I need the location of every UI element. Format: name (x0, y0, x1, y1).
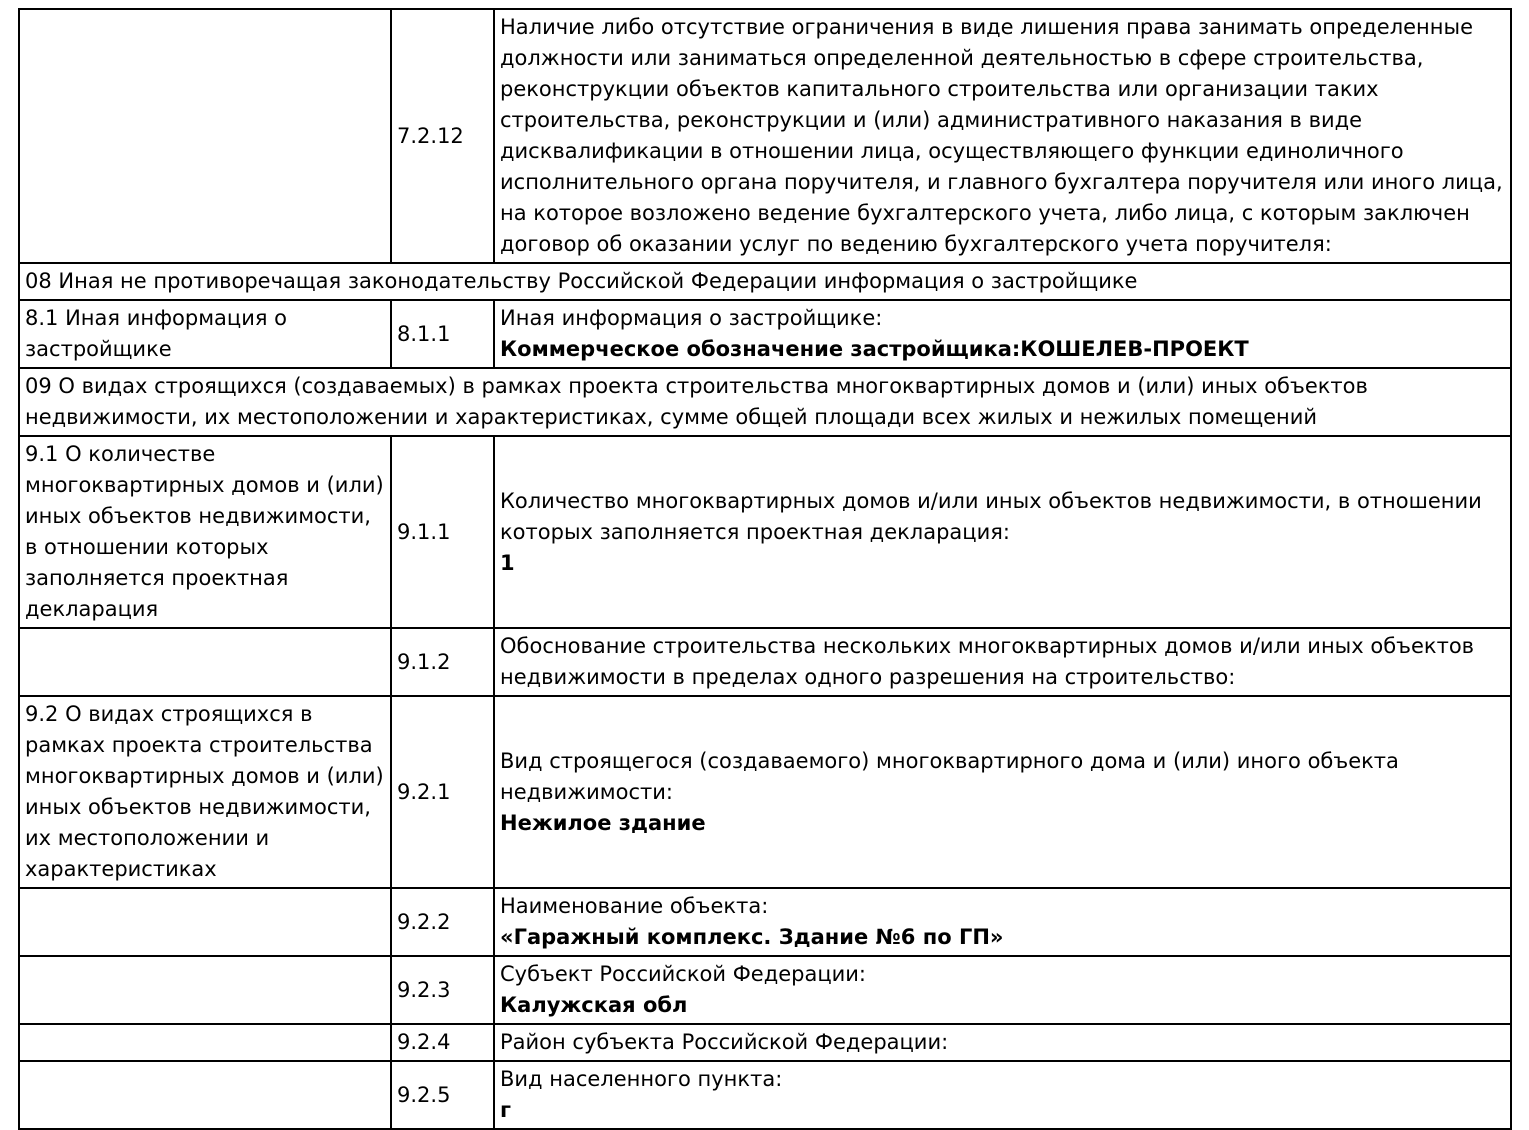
section-header-row (19, 368, 1511, 436)
project-declaration-table (18, 8, 1512, 1130)
section-cell (19, 1024, 391, 1061)
item-number: 9.2.1 (391, 696, 494, 888)
item-content-cell (494, 956, 1511, 1024)
item-label: Количество многоквартирных домов и/или иных объектов недвижимости, в отношении которых заполняется проектная декларация: (500, 488, 1482, 544)
table-row (19, 956, 1511, 1024)
item-value: 1 (500, 550, 515, 575)
section-cell (19, 956, 391, 1024)
item-label: Район субъекта Российской Федерации: (500, 1030, 949, 1054)
item-content-cell (494, 1061, 1511, 1129)
table-row (19, 436, 1511, 628)
table-row (19, 300, 1511, 368)
section-cell: 9.1 О количестве многоквартирных домов и (или) иных объектов недвижимости, в отношении которых заполняется проектная декларация (19, 436, 391, 628)
item-value: Калужская обл (500, 993, 688, 1017)
section-header: 09 О видах строящихся (создаваемых) в рамках проекта строительства многоквартирных домов и (или) иных объектов недвижимости, их местоположении и характеристиках, сумме общей площади всех жилых и нежилых помещений (19, 368, 1511, 436)
item-label: Вид строящегося (создаваемого) многоквартирного дома и (или) иного объекта недвижимости: (500, 748, 1399, 804)
table-row (19, 696, 1511, 888)
item-value: Коммерческое обозначение застройщика:КОШЕЛЕВ-ПРОЕКТ (500, 337, 1249, 361)
item-number: 9.2.4 (391, 1024, 494, 1061)
item-content-cell (494, 436, 1511, 628)
item-value: г (500, 1098, 511, 1122)
item-content-cell (494, 9, 1511, 263)
section-cell (19, 628, 391, 696)
section-header-row (19, 263, 1511, 300)
section-cell (19, 9, 391, 263)
item-content-cell (494, 1024, 1511, 1061)
section-header: 08 Иная не противоречащая законодательству Российской Федерации информация о застройщике (19, 263, 1511, 300)
item-content-cell (494, 696, 1511, 888)
item-content-cell (494, 628, 1511, 696)
section-cell (19, 888, 391, 956)
item-content-cell (494, 300, 1511, 368)
item-number: 9.2.2 (391, 888, 494, 956)
table-row (19, 888, 1511, 956)
table-row (19, 1061, 1511, 1129)
item-label: Наименование объекта: (500, 894, 769, 918)
section-cell: 9.2 О видах строящихся в рамках проекта строительства многоквартирных домов и (или) иных объектов недвижимости, их местоположении и характеристиках (19, 696, 391, 888)
table-row (19, 628, 1511, 696)
item-label: Наличие либо отсутствие ограничения в виде лишения права занимать определенные должности или заниматься определенной деятельностью в сфере строительства, реконструкции объектов капитального строительства или организации таких строительства, реконструкции и (или) административного наказания в виде дисквалификации в отношении лица, осуществляющего функции единоличного исполнительного органа поручителя, и главного бухгалтера поручителя или иного лица, на которое возложено ведение бухгалтерского учета, либо лица, с которым заключен договор об оказании услуг по ведению бухгалтерского учета поручителя: (500, 15, 1503, 256)
item-number: 9.1.2 (391, 628, 494, 696)
item-label: Иная информация о застройщике: (500, 306, 883, 330)
item-number: 7.2.12 (391, 9, 494, 263)
item-number: 8.1.1 (391, 300, 494, 368)
item-content-cell (494, 888, 1511, 956)
section-cell (19, 1061, 391, 1129)
item-number: 9.1.1 (391, 436, 494, 628)
item-value: Нежилое здание (500, 810, 706, 835)
item-number: 9.2.3 (391, 956, 494, 1024)
item-label: Обоснование строительства нескольких многоквартирных домов и/или иных объектов недвижимости в пределах одного разрешения на строительство: (500, 634, 1475, 689)
item-label: Субъект Российской Федерации: (500, 962, 866, 986)
item-number: 9.2.5 (391, 1061, 494, 1129)
item-label: Вид населенного пункта: (500, 1067, 783, 1091)
table-row (19, 9, 1511, 263)
section-cell: 8.1 Иная информация о застройщике (19, 300, 391, 368)
item-value: «Гаражный комплекс. Здание №6 по ГП» (500, 925, 1004, 949)
table-row (19, 1024, 1511, 1061)
